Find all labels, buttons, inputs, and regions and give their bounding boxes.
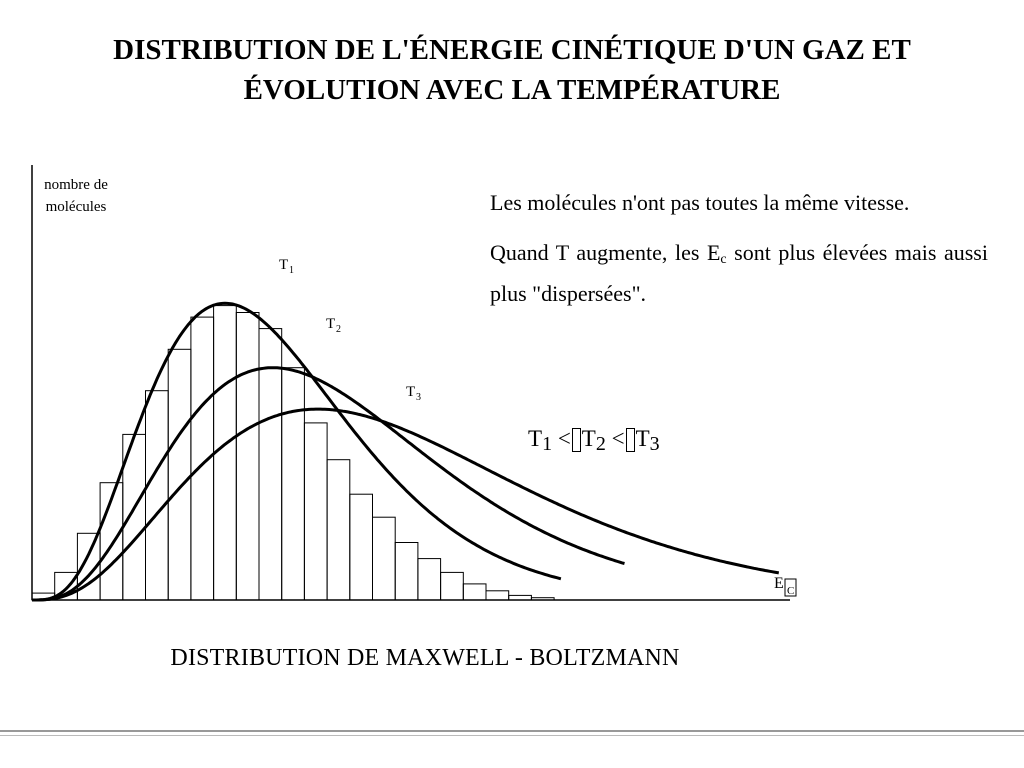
paragraph-2-subscript: c [720, 252, 727, 267]
histogram-bar-15 [350, 494, 373, 600]
histogram-bar-10 [236, 313, 259, 601]
order-t1: T [528, 426, 543, 451]
description-paragraph-1: Les molécules n'ont pas toutes la même vitesse. [490, 190, 910, 215]
y-axis-label-line-1: nombre de [44, 177, 108, 193]
slide-title-line-1: DISTRIBUTION DE L'ÉNERGIE CINÉTIQUE D'UN GAZ ET [113, 34, 911, 66]
order-t1-sub: 1 [542, 433, 553, 455]
legend-t3 [406, 384, 421, 403]
distribution-curves [32, 303, 779, 600]
legend-t1-sub: 1 [289, 265, 294, 276]
description-paragraph-2 [490, 236, 988, 311]
histogram-bar-16 [373, 517, 396, 600]
curve-t2 [32, 368, 625, 600]
histogram-bar-14 [327, 460, 350, 600]
x-axis-label-letter: E [774, 575, 784, 592]
histogram-bar-17 [395, 543, 418, 601]
order-lt-1: < [557, 426, 571, 451]
histogram-bar-20 [463, 584, 486, 600]
histogram-bar-13 [304, 423, 327, 600]
curve-t1 [32, 303, 561, 600]
curve-t3 [32, 409, 779, 600]
legend-t1-name: T [279, 257, 289, 273]
histogram-bar-18 [418, 559, 441, 600]
paragraph-2-text-a: Quand T augmente, les E [490, 240, 721, 265]
missing-glyph-box [572, 428, 581, 452]
histogram-bar-7 [168, 349, 191, 600]
histogram-bar-19 [441, 572, 464, 600]
order-t2-sub: 2 [595, 433, 606, 455]
legend-t3-sub: 3 [416, 392, 421, 403]
y-axis-label-line-2: molécules [45, 199, 107, 215]
order-t2: T [581, 426, 596, 451]
slide-title-line-2: ÉVOLUTION AVEC LA TEMPÉRATURE [243, 74, 781, 106]
order-lt-2: < [611, 426, 625, 451]
histogram [32, 306, 554, 600]
histogram-bar-12 [282, 368, 305, 600]
temperature-order [528, 426, 660, 456]
x-axis-label-sub: C [787, 585, 795, 597]
histogram-bar-21 [486, 591, 509, 600]
legend-t2 [326, 316, 341, 335]
chart-caption: DISTRIBUTION DE MAXWELL - BOLTZMANN [170, 645, 680, 671]
x-axis-label [774, 575, 796, 597]
description [490, 186, 988, 327]
histogram-bar-6 [146, 391, 169, 600]
legend-t2-name: T [326, 316, 336, 332]
missing-glyph-box [626, 428, 635, 452]
legend-t3-name: T [406, 384, 416, 400]
order-t3: T [635, 426, 650, 451]
paragraph-2-text-b: sont plus élevées mais aussi plus "dispersées". [490, 240, 988, 306]
legend-t1 [279, 257, 294, 276]
legend-t2-sub: 2 [336, 324, 341, 335]
order-t3-sub: 3 [649, 433, 660, 455]
footer-divider [0, 730, 1024, 736]
